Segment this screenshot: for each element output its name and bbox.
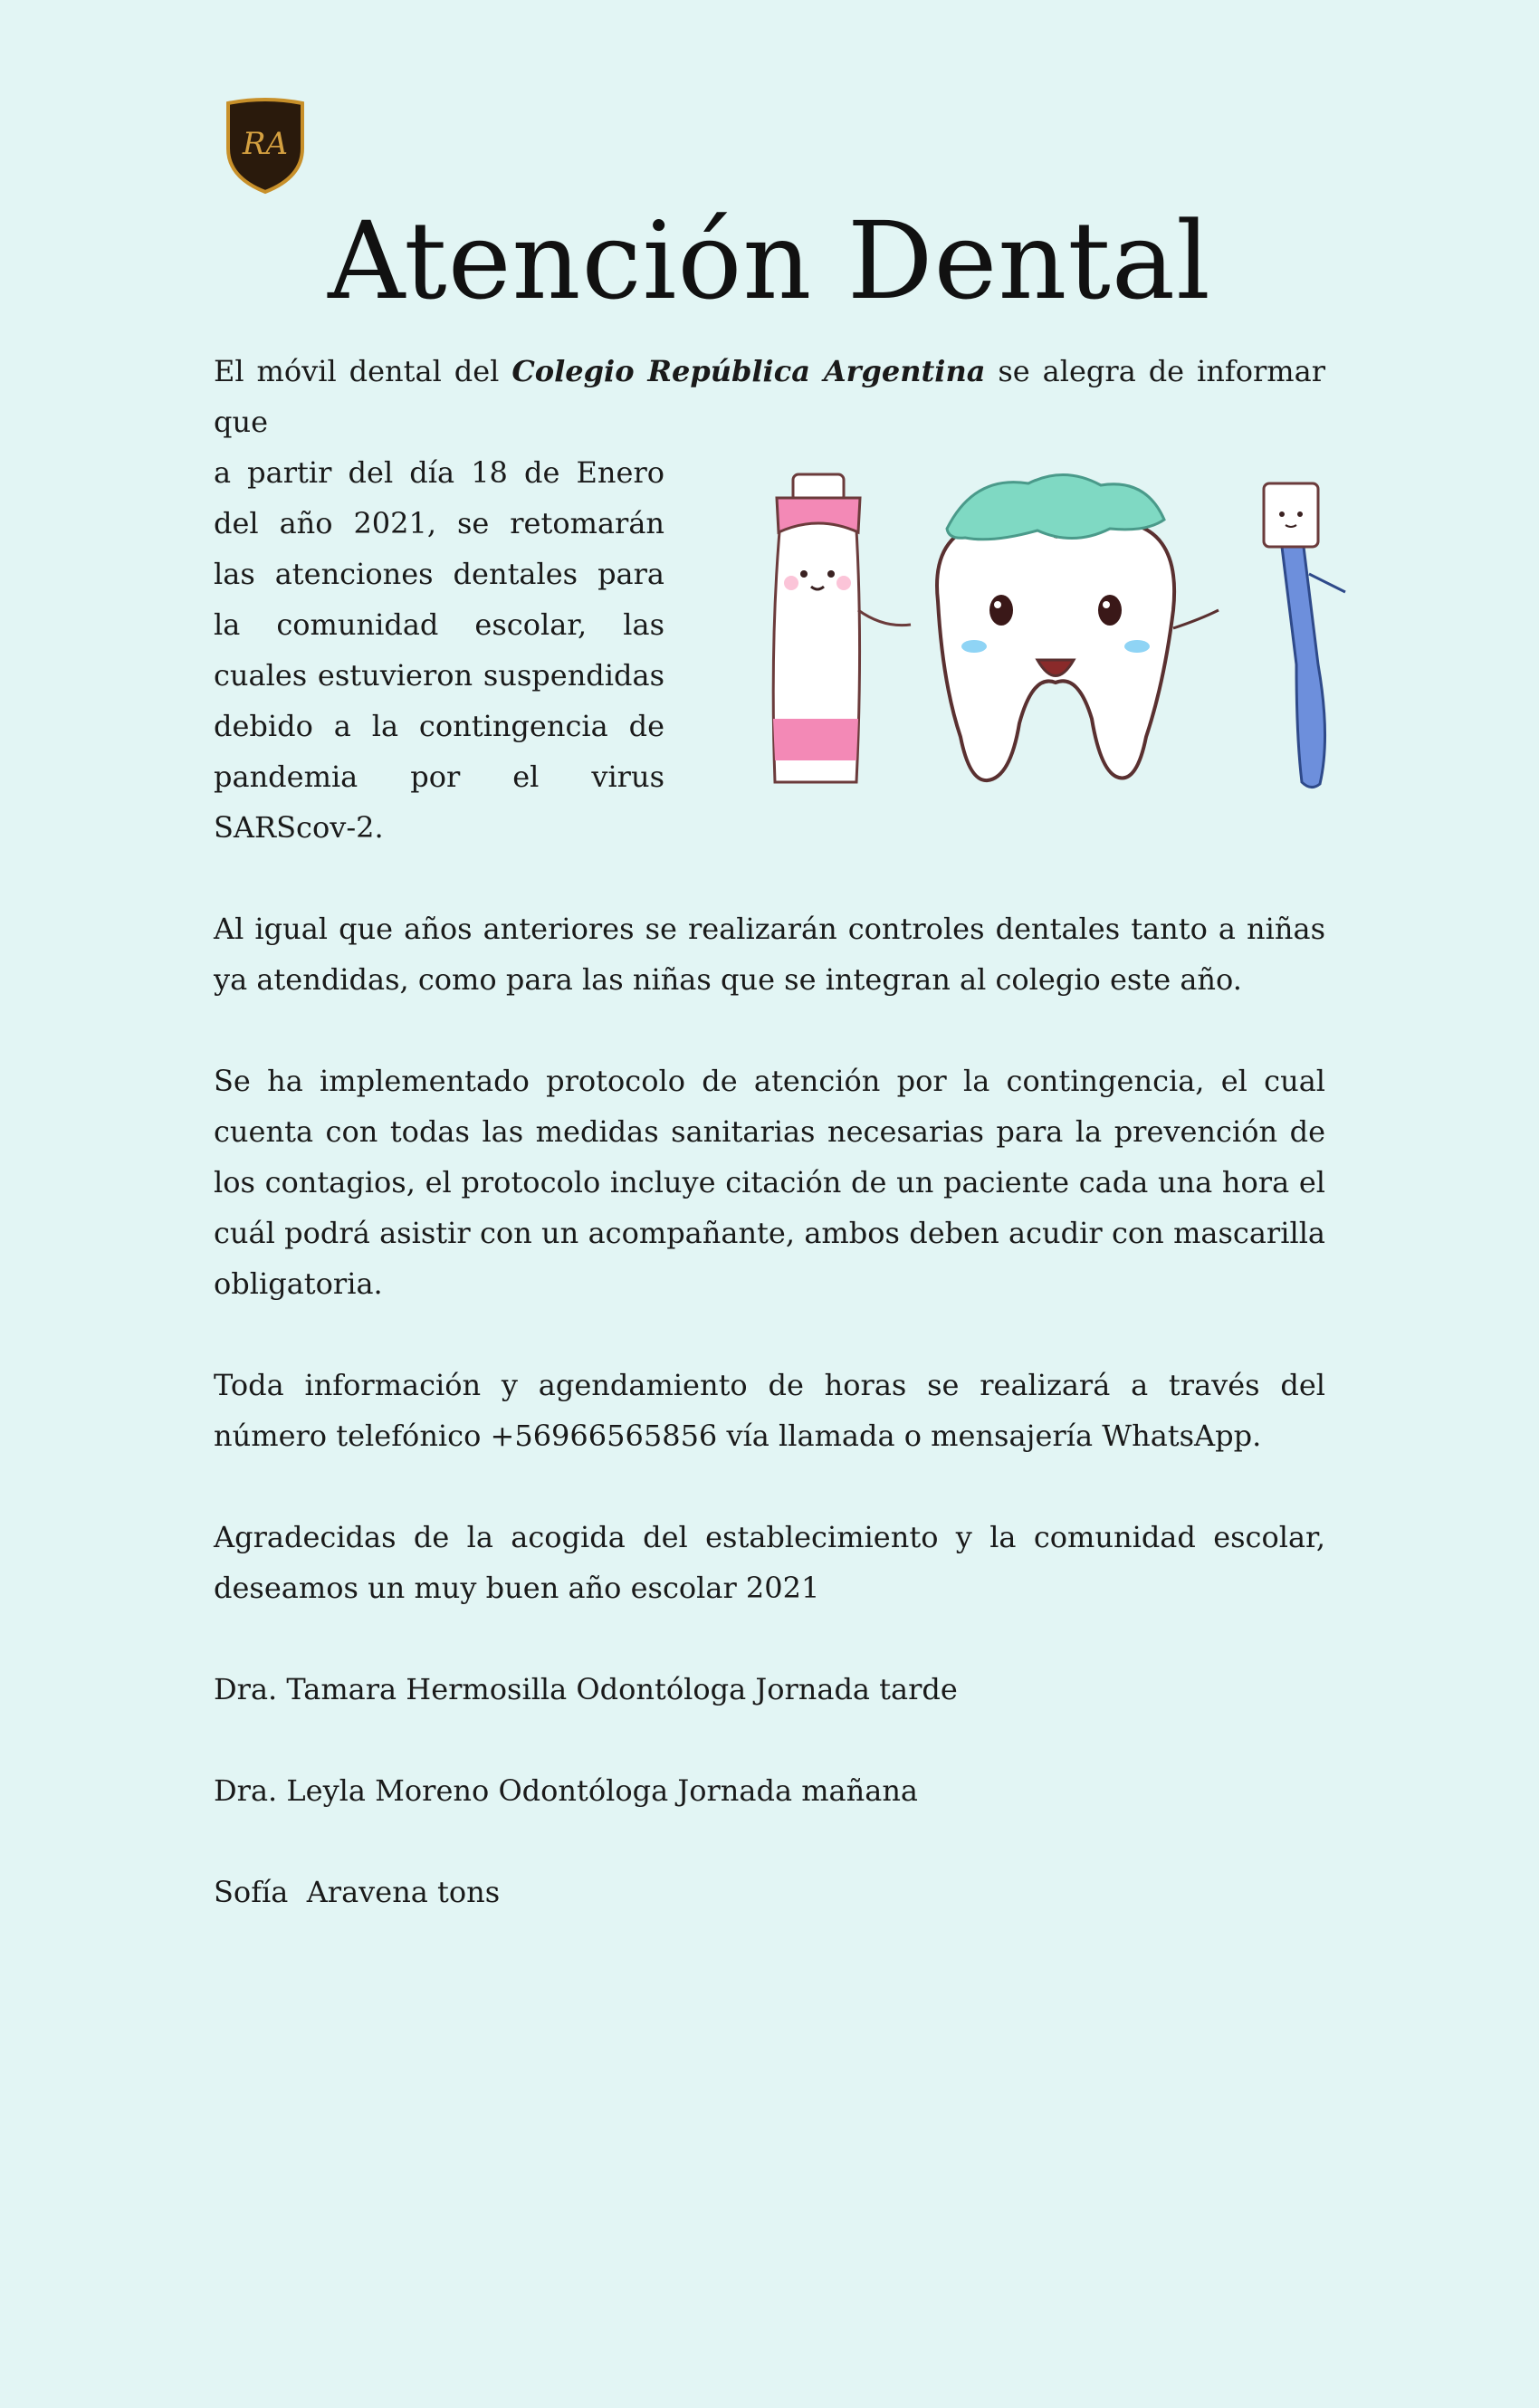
intro-first-line: [214, 346, 1325, 447]
toothbrush-icon: [1264, 483, 1345, 788]
school-name: Colegio República Argentina: [511, 354, 986, 388]
school-crest-logo: [225, 98, 306, 196]
svg-text:RA: RA: [242, 126, 289, 162]
tooth-icon: [937, 474, 1219, 780]
signature-leyla-moreno: Dra. Leyla Moreno Odontóloga Jornada mañana: [214, 1773, 918, 1808]
intro-text-after: se alegra de informar que: [214, 354, 1326, 439]
paragraph-protocolo: Se ha implementado protocolo de atención por la contingencia, el cual cuenta con todas las medidas sanitarias necesarias para la prevención de los contagios, el protocolo incluye citación de un paciente cada una hora el cuál podrá asistir con un acompañante, ambos deben acudir con mascarilla obligatoria.: [214, 1064, 1325, 1301]
intro-text-before: El móvil dental del: [214, 354, 512, 388]
page-title: Atención Dental: [328, 198, 1211, 323]
intro-paragraph: a partir del día 18 de Enero del año 2021, se retomarán las atenciones dentales para la comunidad escolar, las cuales estuvieron suspendidas debido a la contingencia de pandemia por el virus SARScov-2.: [214, 455, 664, 845]
document-body: [214, 346, 1325, 1917]
paragraph-agradecimiento: Agradecidas de la acogida del establecimiento y la comunidad escolar, deseamos un muy buen año escolar 2021: [214, 1520, 1325, 1605]
signature-tamara-hermosilla: Dra. Tamara Hermosilla Odontóloga Jornada tarde: [214, 1672, 958, 1706]
intro-section: [214, 447, 1325, 853]
paragraph-controles: Al igual que años anteriores se realizarán controles dentales tanto a niñas ya atendidas, como para las niñas que se integran al colegio este año.: [214, 912, 1325, 997]
signature-sofia-aravena: Sofía Aravena tons: [214, 1875, 501, 1909]
paragraph-contacto: Toda información y agendamiento de horas se realizará a través del número telefónico +56966565856 vía llamada o mensajería WhatsApp.: [214, 1368, 1325, 1453]
tooth-toothpaste-toothbrush-illustration: [757, 465, 1517, 809]
toothpaste-icon: [773, 474, 911, 782]
